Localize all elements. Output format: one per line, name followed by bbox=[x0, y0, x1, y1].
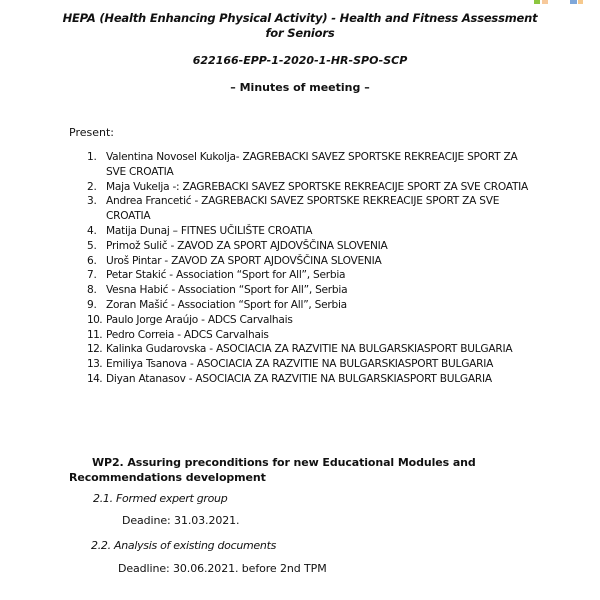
logo-segment-peach bbox=[542, 0, 548, 4]
attendee-number: 2. bbox=[87, 180, 97, 193]
attendee-text: Petar Stakić - Association “Sport for All”, Serbia bbox=[106, 269, 346, 282]
attendee-number: 9. bbox=[87, 298, 97, 311]
attendee-item bbox=[87, 372, 537, 387]
project-code: 622166-EPP-1-2020-1-HR-SPO-SCP bbox=[192, 54, 408, 67]
attendee-number: 4. bbox=[87, 224, 97, 237]
present-label: Present: bbox=[69, 126, 114, 139]
attendee-text: Diyan Atanasov - ASOCIACIA ZA RAZVITIE NA BULGARSKIASPORT BULGARIA bbox=[106, 372, 492, 385]
attendee-text: Maja Vukelja -: ZAGREBACKI SAVEZ SPORTSKE REKREACIJE SPORT ZA SVE CROATIA bbox=[106, 180, 529, 193]
attendee-text: Uroš Pintar - ZAVOD ZA SPORT AJDOVŠČINA SLOVENIA bbox=[106, 254, 382, 267]
attendee-item bbox=[87, 357, 537, 372]
logo-fragment bbox=[530, 0, 600, 5]
attendee-text: Valentina Novosel Kukolja- ZAGREBACKI SAVEZ SPORTSKE REKREACIJE SPORT ZA SVE CROATIA bbox=[106, 151, 518, 178]
subsection-title: 2.2. Analysis of existing documents bbox=[91, 539, 277, 552]
attendee-number: 12. bbox=[87, 343, 103, 356]
document-title: HEPA (Health Enhancing Physical Activity) - Health and Fitness Assessment for Seniors bbox=[62, 11, 538, 40]
logo-segment-blue bbox=[570, 0, 577, 4]
deadline-text: Deadine: 31.03.2021. bbox=[122, 514, 240, 527]
attendee-item bbox=[87, 313, 537, 328]
attendee-text: Zoran Mašić - Association “Sport for All”, Serbia bbox=[106, 298, 347, 311]
logo-segment-orange bbox=[578, 0, 583, 4]
attendee-item bbox=[87, 298, 537, 313]
attendee-number: 7. bbox=[87, 269, 97, 282]
attendee-text: Andrea Francetić - ZAGREBACKI SAVEZ SPORTSKE REKREACIJE SPORT ZA SVE CROATIA bbox=[106, 195, 500, 223]
attendee-item bbox=[87, 224, 537, 239]
attendee-number: 1. bbox=[87, 151, 97, 163]
attendee-item bbox=[87, 283, 537, 298]
attendee-number: 11. bbox=[87, 328, 103, 341]
attendee-text: Matija Dunaj – FITNES UČILIŠTE CROATIA bbox=[106, 224, 313, 237]
attendee-item bbox=[87, 268, 537, 283]
attendee-item bbox=[87, 254, 537, 269]
attendee-text: Vesna Habić - Association “Sport for All”, Serbia bbox=[106, 284, 348, 297]
document-subtitle: – Minutes of meeting – bbox=[230, 81, 370, 94]
attendee-number: 10. bbox=[87, 313, 103, 326]
attendee-item bbox=[87, 180, 537, 195]
attendee-text: Emiliya Tsanova - ASOCIACIA ZA RAZVITIE NA BULGARSKIASPORT BULGARIA bbox=[106, 358, 494, 371]
logo-segment-green bbox=[534, 0, 540, 4]
attendee-text: Kalinka Gudarovska - ASOCIACIA ZA RAZVITIE NA BULGARSKIASPORT BULGARIA bbox=[106, 343, 513, 356]
attendee-number: 8. bbox=[87, 284, 97, 297]
attendee-number: 13. bbox=[87, 358, 103, 371]
attendee-number: 5. bbox=[87, 239, 97, 252]
attendee-number: 3. bbox=[87, 195, 97, 208]
attendee-list bbox=[87, 150, 537, 387]
attendee-item bbox=[87, 239, 537, 254]
attendee-text: Primož Sulič - ZAVOD ZA SPORT AJDOVŠČINA SLOVENIA bbox=[106, 239, 388, 252]
subsection-title: 2.1. Formed expert group bbox=[93, 492, 228, 505]
attendee-number: 14. bbox=[87, 372, 103, 385]
deadline-text: Deadline: 30.06.2021. before 2nd TPM bbox=[118, 562, 327, 575]
attendee-item bbox=[87, 150, 537, 180]
attendee-item bbox=[87, 342, 537, 357]
attendee-item bbox=[87, 194, 537, 224]
attendee-text: Pedro Correia - ADCS Carvalhais bbox=[106, 328, 269, 341]
attendee-text: Paulo Jorge Araújo - ADCS Carvalhais bbox=[106, 313, 293, 326]
attendee-item bbox=[87, 328, 537, 343]
wp2-heading: WP2. Assuring preconditions for new Educational Modules and Recommendations development bbox=[69, 456, 476, 484]
attendee-number: 6. bbox=[87, 254, 97, 267]
